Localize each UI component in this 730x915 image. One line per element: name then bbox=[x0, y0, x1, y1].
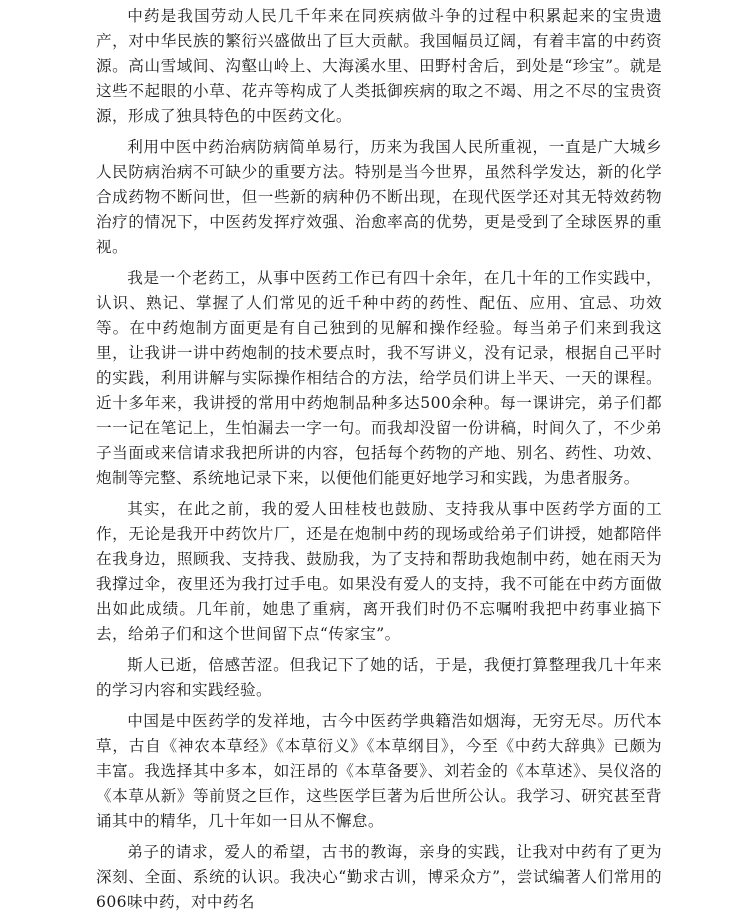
paragraph-4: 其实，在此之前，我的爱人田桂枝也鼓励、支持我从事中医药学方面的工作，无论是我开中药饮片厂，还是在炮制中药的现场或给弟子们讲授，她都陪伴在我身边，照顾我、支持我、鼓励我，为了支持和帮助我炮制中药，她在雨天为我撑过伞，夜里还为我打过手电。如果没有爱人的支持，我不可能在中药方面做出如此成绩。几年前，她患了重病，离开我们时仍不忘嘱咐我把中药事业搞下去，给弟子们和这个世间留下点“传家宝”。 bbox=[96, 500, 662, 643]
paragraph-1: 中药是我国劳动人民几千年来在同疾病做斗争的过程中积累起来的宝贵遗产，对中华民族的繁衍兴盛做出了巨大贡献。我国幅员辽阔，有着丰富的中药资源。高山雪域间、沟壑山岭上、大海溪水里、田野村舍后，到处是“珍宝”。就是这些不起眼的小草、花卉等构成了人类抵御疾病的取之不竭、用之不尽的宝贵资源，形成了独具特色的中医药文化。 bbox=[96, 7, 662, 125]
paragraph-3: 我是一个老药工，从事中医药工作已有四十余年，在几十年的工作实践中，认识、熟记、掌握了人们常见的近千种中药的药性、配伍、应用、宜忌、功效等。在中药炮制方面更是有自己独到的见解和操作经验。每当弟子们来到我这里，让我讲一讲中药炮制的技术要点时，我不写讲义，没有记录，根据自己平时的实践，利用讲解与实际操作相结合的方法，给学员们讲上半天、一天的课程。近十多年来，我讲授的常用中药炮制品种多达500余种。每一课讲完，弟子们都一一记在笔记上，生怕漏去一字一句。而我却没留一份讲稿，时间久了，不少弟子当面或来信请求我把所讲的内容，包括每个药物的产地、别名、药性、功效、炮制等完整、系统地记录下来，以便他们能更好地学习和实践，为患者服务。 bbox=[96, 269, 662, 487]
paragraph-5: 斯人已逝，倍感苦涩。但我记下了她的话，于是，我便打算整理我几十年来的学习内容和实践经验。 bbox=[96, 656, 662, 699]
paragraph-7: 弟子的请求，爱人的希望，古书的教诲，亲身的实践，让我对中药有了更为深刻、全面、系统的认识。我决心“勤求古训，博采众方”，尝试编著人们常用的606味中药，对中药名 bbox=[96, 843, 662, 911]
paragraph-6: 中国是中医药学的发祥地，古今中医药学典籍浩如烟海，无穷无尽。历代本草，古自《神农本草经》《本草衍义》《本草纲目》，今至《中药大辞典》已颇为丰富。我选择其中多本，如汪昂的《本草备要》、刘若金的《本草述》、吴仪洛的《本草从新》等前贤之巨作，这些医学巨著为后世所公认。我学习、研究甚至背诵其中的精华，几十年如一日从不懈怠。 bbox=[96, 712, 662, 830]
paragraph-2: 利用中医中药治病防病简单易行，历来为我国人民所重视，一直是广大城乡人民防病治病不可缺少的重要方法。特别是当今世界，虽然科学发达，新的化学合成药物不断问世，但一些新的病种仍不断出现，在现代医学还对其无特效药物治疗的情况下，中医药发挥疗效强、治愈率高的优势，更是受到了全球医界的重视。 bbox=[96, 138, 662, 256]
